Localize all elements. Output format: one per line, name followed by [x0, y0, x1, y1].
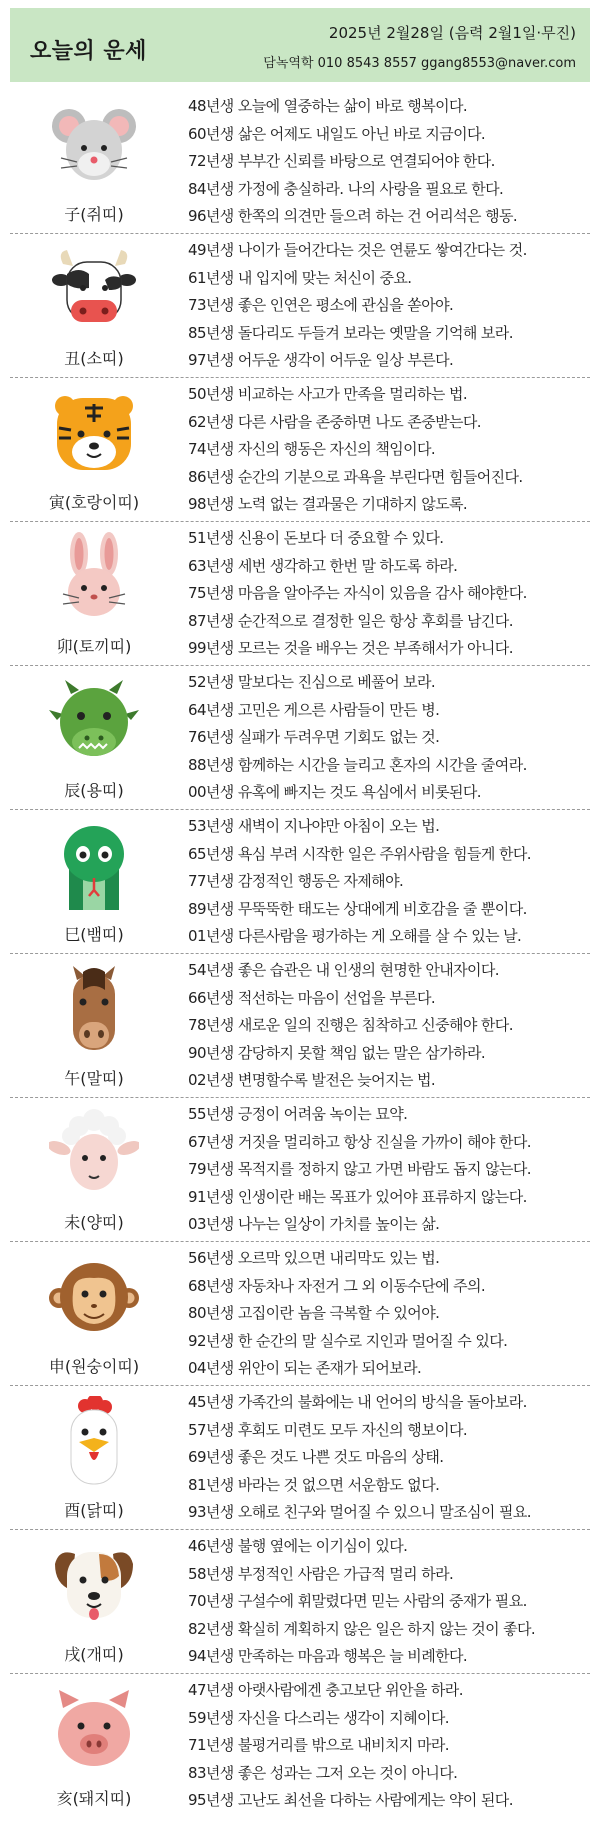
zodiac-animal [16, 234, 172, 378]
fortune-line: 97년생 어두운 생각이 어두운 일상 부른다. [188, 351, 454, 370]
zodiac-animal [16, 666, 172, 810]
fortune-lines [188, 93, 588, 231]
dragon-icon [49, 676, 139, 766]
fortune-line: 62년생 다른 사람을 존중하면 나도 존중받는다. [188, 412, 481, 431]
fortune-line: 70년생 구설수에 휘말렸다면 믿는 사람의 중재가 필요. [188, 1592, 527, 1611]
fortune-line: 48년생 오늘에 열중하는 삶이 바로 행복이다. [188, 97, 468, 115]
fortune-line: 89년생 무뚝뚝한 태도는 상대에게 비호감을 줄 뿐이다. [188, 899, 527, 918]
fortune-line: 02년생 변명할수록 발전은 늦어지는 법. [188, 1071, 436, 1090]
fortune-lines [188, 381, 588, 519]
fortune-line: 81년생 바라는 것 없으면 서운함도 없다. [188, 1475, 440, 1494]
zodiac-name: 卯(토끼띠) [56, 637, 132, 656]
fortune-line: 61년생 내 입지에 맞는 처신이 중요. [188, 268, 412, 287]
fortune-line: 69년생 좋은 것도 나쁜 것도 마음의 상태. [188, 1448, 444, 1467]
fortune-lines [188, 525, 588, 663]
fortune-line: 76년생 실패가 두려우면 기회도 없는 것. [188, 728, 440, 747]
fortune-line: 46년생 불행 옆에는 이기심이 있다. [188, 1537, 408, 1555]
zodiac-animal [16, 378, 172, 522]
zodiac-name: 子(쥐띠) [64, 205, 124, 224]
zodiac-name: 巳(뱀띠) [64, 925, 124, 944]
zodiac-name: 亥(돼지띠) [56, 1789, 132, 1808]
zodiac-name: 午(말띠) [64, 1069, 124, 1088]
fortune-line: 75년생 마음을 알아주는 자식이 있음을 감사 해야한다. [188, 584, 527, 603]
fortune-line: 82년생 확실히 계획하지 않은 일은 하지 않는 것이 좋다. [188, 1619, 536, 1638]
fortune-line: 59년생 자신을 다스리는 생각이 지혜이다. [188, 1708, 449, 1727]
fortune-line: 57년생 후회도 미련도 모두 자신의 행보이다. [188, 1420, 468, 1439]
fortune-line: 93년생 오해로 친구와 멀어질 수 있으니 말조심이 필요. [188, 1503, 531, 1522]
fortune-line: 83년생 좋은 성과는 그저 오는 것이 아니다. [188, 1763, 458, 1782]
fortune-line: 88년생 함께하는 시간을 늘리고 혼자의 시간을 줄여라. [188, 755, 527, 774]
zodiac-row-rooster [10, 1386, 590, 1530]
fortune-line: 58년생 부정적인 사람은 가급적 멀리 하라. [188, 1564, 454, 1583]
fortune-lines [188, 957, 588, 1095]
fortune-line: 72년생 부부간 신뢰를 바탕으로 연결되어야 한다. [188, 152, 495, 171]
rabbit-icon [49, 532, 139, 622]
monkey-icon [49, 1252, 139, 1342]
contact-line: 담녹역학 010 8543 8557 ggang8553@naver.com [263, 56, 576, 71]
fortune-line: 99년생 모르는 것을 배우는 것은 부족해서가 아니다. [188, 639, 513, 658]
zodiac-row-dragon [10, 666, 590, 810]
zodiac-animal [16, 1674, 172, 1818]
tiger-icon [49, 388, 139, 478]
zodiac-row-dog [10, 1530, 590, 1674]
fortune-line: 01년생 다른사람을 평가하는 게 오해를 살 수 있는 날. [188, 927, 522, 946]
fortune-line: 73년생 좋은 인연은 평소에 관심을 쏟아야. [188, 296, 454, 315]
fortune-line: 50년생 비교하는 사고가 만족을 멀리하는 법. [188, 385, 468, 403]
zodiac-name: 未(양띠) [64, 1213, 124, 1232]
fortune-line: 68년생 자동차나 자전거 그 외 이동수단에 주의. [188, 1276, 486, 1295]
fortune-line: 84년생 가정에 충실하라. 나의 사랑을 필요로 한다. [188, 179, 504, 198]
fortune-lines [188, 813, 588, 951]
pig-icon [49, 1684, 139, 1774]
fortune-line: 52년생 말보다는 진심으로 베풀어 보라. [188, 673, 436, 691]
zodiac-row-rat [10, 90, 590, 234]
horse-icon [49, 964, 139, 1054]
fortune-lines [188, 669, 588, 807]
fortune-line: 60년생 삶은 어제도 내일도 아닌 바로 지금이다. [188, 124, 486, 143]
zodiac-name: 申(원숭이띠) [48, 1357, 140, 1376]
fortune-lines [188, 1533, 588, 1671]
zodiac-list [10, 90, 590, 1818]
fortune-lines [188, 237, 588, 375]
zodiac-row-ox [10, 234, 590, 378]
zodiac-animal [16, 90, 172, 234]
fortune-line: 56년생 오르막 있으면 내리막도 있는 법. [188, 1249, 440, 1267]
zodiac-row-sheep [10, 1098, 590, 1242]
fortune-line: 51년생 신용이 돈보다 더 중요할 수 있다. [188, 529, 444, 547]
fortune-line: 66년생 적선하는 마음이 선업을 부른다. [188, 988, 436, 1007]
zodiac-animal [16, 1098, 172, 1242]
fortune-line: 94년생 만족하는 마음과 행복은 늘 비례한다. [188, 1647, 468, 1666]
fortune-line: 00년생 유혹에 빠지는 것도 욕심에서 비롯된다. [188, 783, 481, 802]
fortune-line: 79년생 목적지를 정하지 않고 가면 바람도 돕지 않는다. [188, 1160, 531, 1179]
fortune-line: 49년생 나이가 들어간다는 것은 연륜도 쌓여간다는 것. [188, 241, 527, 259]
zodiac-animal [16, 810, 172, 954]
rooster-icon [49, 1396, 139, 1486]
zodiac-animal [16, 1530, 172, 1674]
zodiac-animal [16, 1386, 172, 1530]
zodiac-row-monkey [10, 1242, 590, 1386]
fortune-line: 55년생 긍정이 어려움 녹이는 묘약. [188, 1105, 408, 1123]
fortune-lines [188, 1677, 588, 1815]
sheep-icon [49, 1108, 139, 1198]
fortune-line: 63년생 세번 생각하고 한번 말 하도록 하라. [188, 556, 458, 575]
zodiac-row-pig [10, 1674, 590, 1818]
fortune-line: 96년생 한쪽의 의견만 들으려 하는 건 어리석은 행동. [188, 207, 518, 226]
fortune-line: 87년생 순간적으로 결정한 일은 항상 후회를 남긴다. [188, 611, 513, 630]
zodiac-row-horse [10, 954, 590, 1098]
zodiac-name: 辰(용띠) [64, 781, 124, 800]
zodiac-row-tiger [10, 378, 590, 522]
zodiac-animal [16, 1242, 172, 1386]
fortune-lines [188, 1389, 588, 1527]
fortune-line: 86년생 순간의 기분으로 과욕을 부린다면 힘들어진다. [188, 467, 523, 486]
fortune-line: 80년생 고집이란 놈을 극복할 수 있어야. [188, 1304, 440, 1323]
zodiac-name: 酉(닭띠) [64, 1501, 124, 1520]
fortune-line: 67년생 거짓을 멀리하고 항상 진실을 가까이 해야 한다. [188, 1132, 531, 1151]
fortune-line: 03년생 나누는 일상이 가치를 높이는 삶. [188, 1215, 440, 1234]
fortune-line: 95년생 고난도 최선을 다하는 사람에게는 약이 된다. [188, 1791, 513, 1810]
fortune-line: 64년생 고민은 게으른 사람들이 만든 병. [188, 700, 440, 719]
zodiac-row-rabbit [10, 522, 590, 666]
fortune-line: 91년생 인생이란 배는 목표가 있어야 표류하지 않는다. [188, 1187, 527, 1206]
fortune-line: 53년생 새벽이 지나야만 아침이 오는 법. [188, 817, 440, 835]
fortune-line: 85년생 돌다리도 두들겨 보라는 옛말을 기억해 보라. [188, 323, 513, 342]
date-line: 2025년 2월28일 (음력 2월1일·무진) [328, 24, 576, 42]
fortune-line: 74년생 자신의 행동은 자신의 책임이다. [188, 440, 436, 459]
zodiac-animal [16, 522, 172, 666]
rat-icon [49, 100, 139, 190]
dog-icon [49, 1540, 139, 1630]
zodiac-animal [16, 954, 172, 1098]
fortune-lines [188, 1245, 588, 1383]
fortune-line: 54년생 좋은 습관은 내 인생의 현명한 안내자이다. [188, 961, 499, 979]
fortune-line: 04년생 위안이 되는 존재가 되어보라. [188, 1359, 422, 1378]
page-title: 오늘의 운세 [30, 39, 147, 64]
fortune-line: 90년생 감당하지 못할 책임 없는 말은 삼가하라. [188, 1043, 486, 1062]
zodiac-row-snake [10, 810, 590, 954]
fortune-line: 98년생 노력 없는 결과물은 기대하지 않도록. [188, 495, 468, 514]
zodiac-name: 寅(호랑이띠) [48, 493, 140, 512]
fortune-line: 47년생 아랫사람에겐 충고보단 위안을 하라. [188, 1681, 463, 1699]
fortune-lines [188, 1101, 588, 1239]
fortune-line: 65년생 욕심 부려 시작한 일은 주위사람을 힘들게 한다. [188, 844, 531, 863]
ox-icon [49, 244, 139, 334]
fortune-line: 92년생 한 순간의 말 실수로 지인과 멀어질 수 있다. [188, 1331, 508, 1350]
header-banner [10, 8, 590, 82]
zodiac-name: 戌(개띠) [64, 1645, 124, 1664]
snake-icon [49, 820, 139, 910]
fortune-line: 77년생 감정적인 행동은 자제해야. [188, 872, 404, 891]
fortune-line: 71년생 불평거리를 밖으로 내비치지 마라. [188, 1736, 449, 1755]
fortune-line: 78년생 새로운 일의 진행은 침착하고 신중해야 한다. [188, 1016, 513, 1035]
zodiac-name: 丑(소띠) [64, 349, 124, 368]
fortune-line: 45년생 가족간의 불화에는 내 언어의 방식을 돌아보라. [188, 1393, 527, 1411]
